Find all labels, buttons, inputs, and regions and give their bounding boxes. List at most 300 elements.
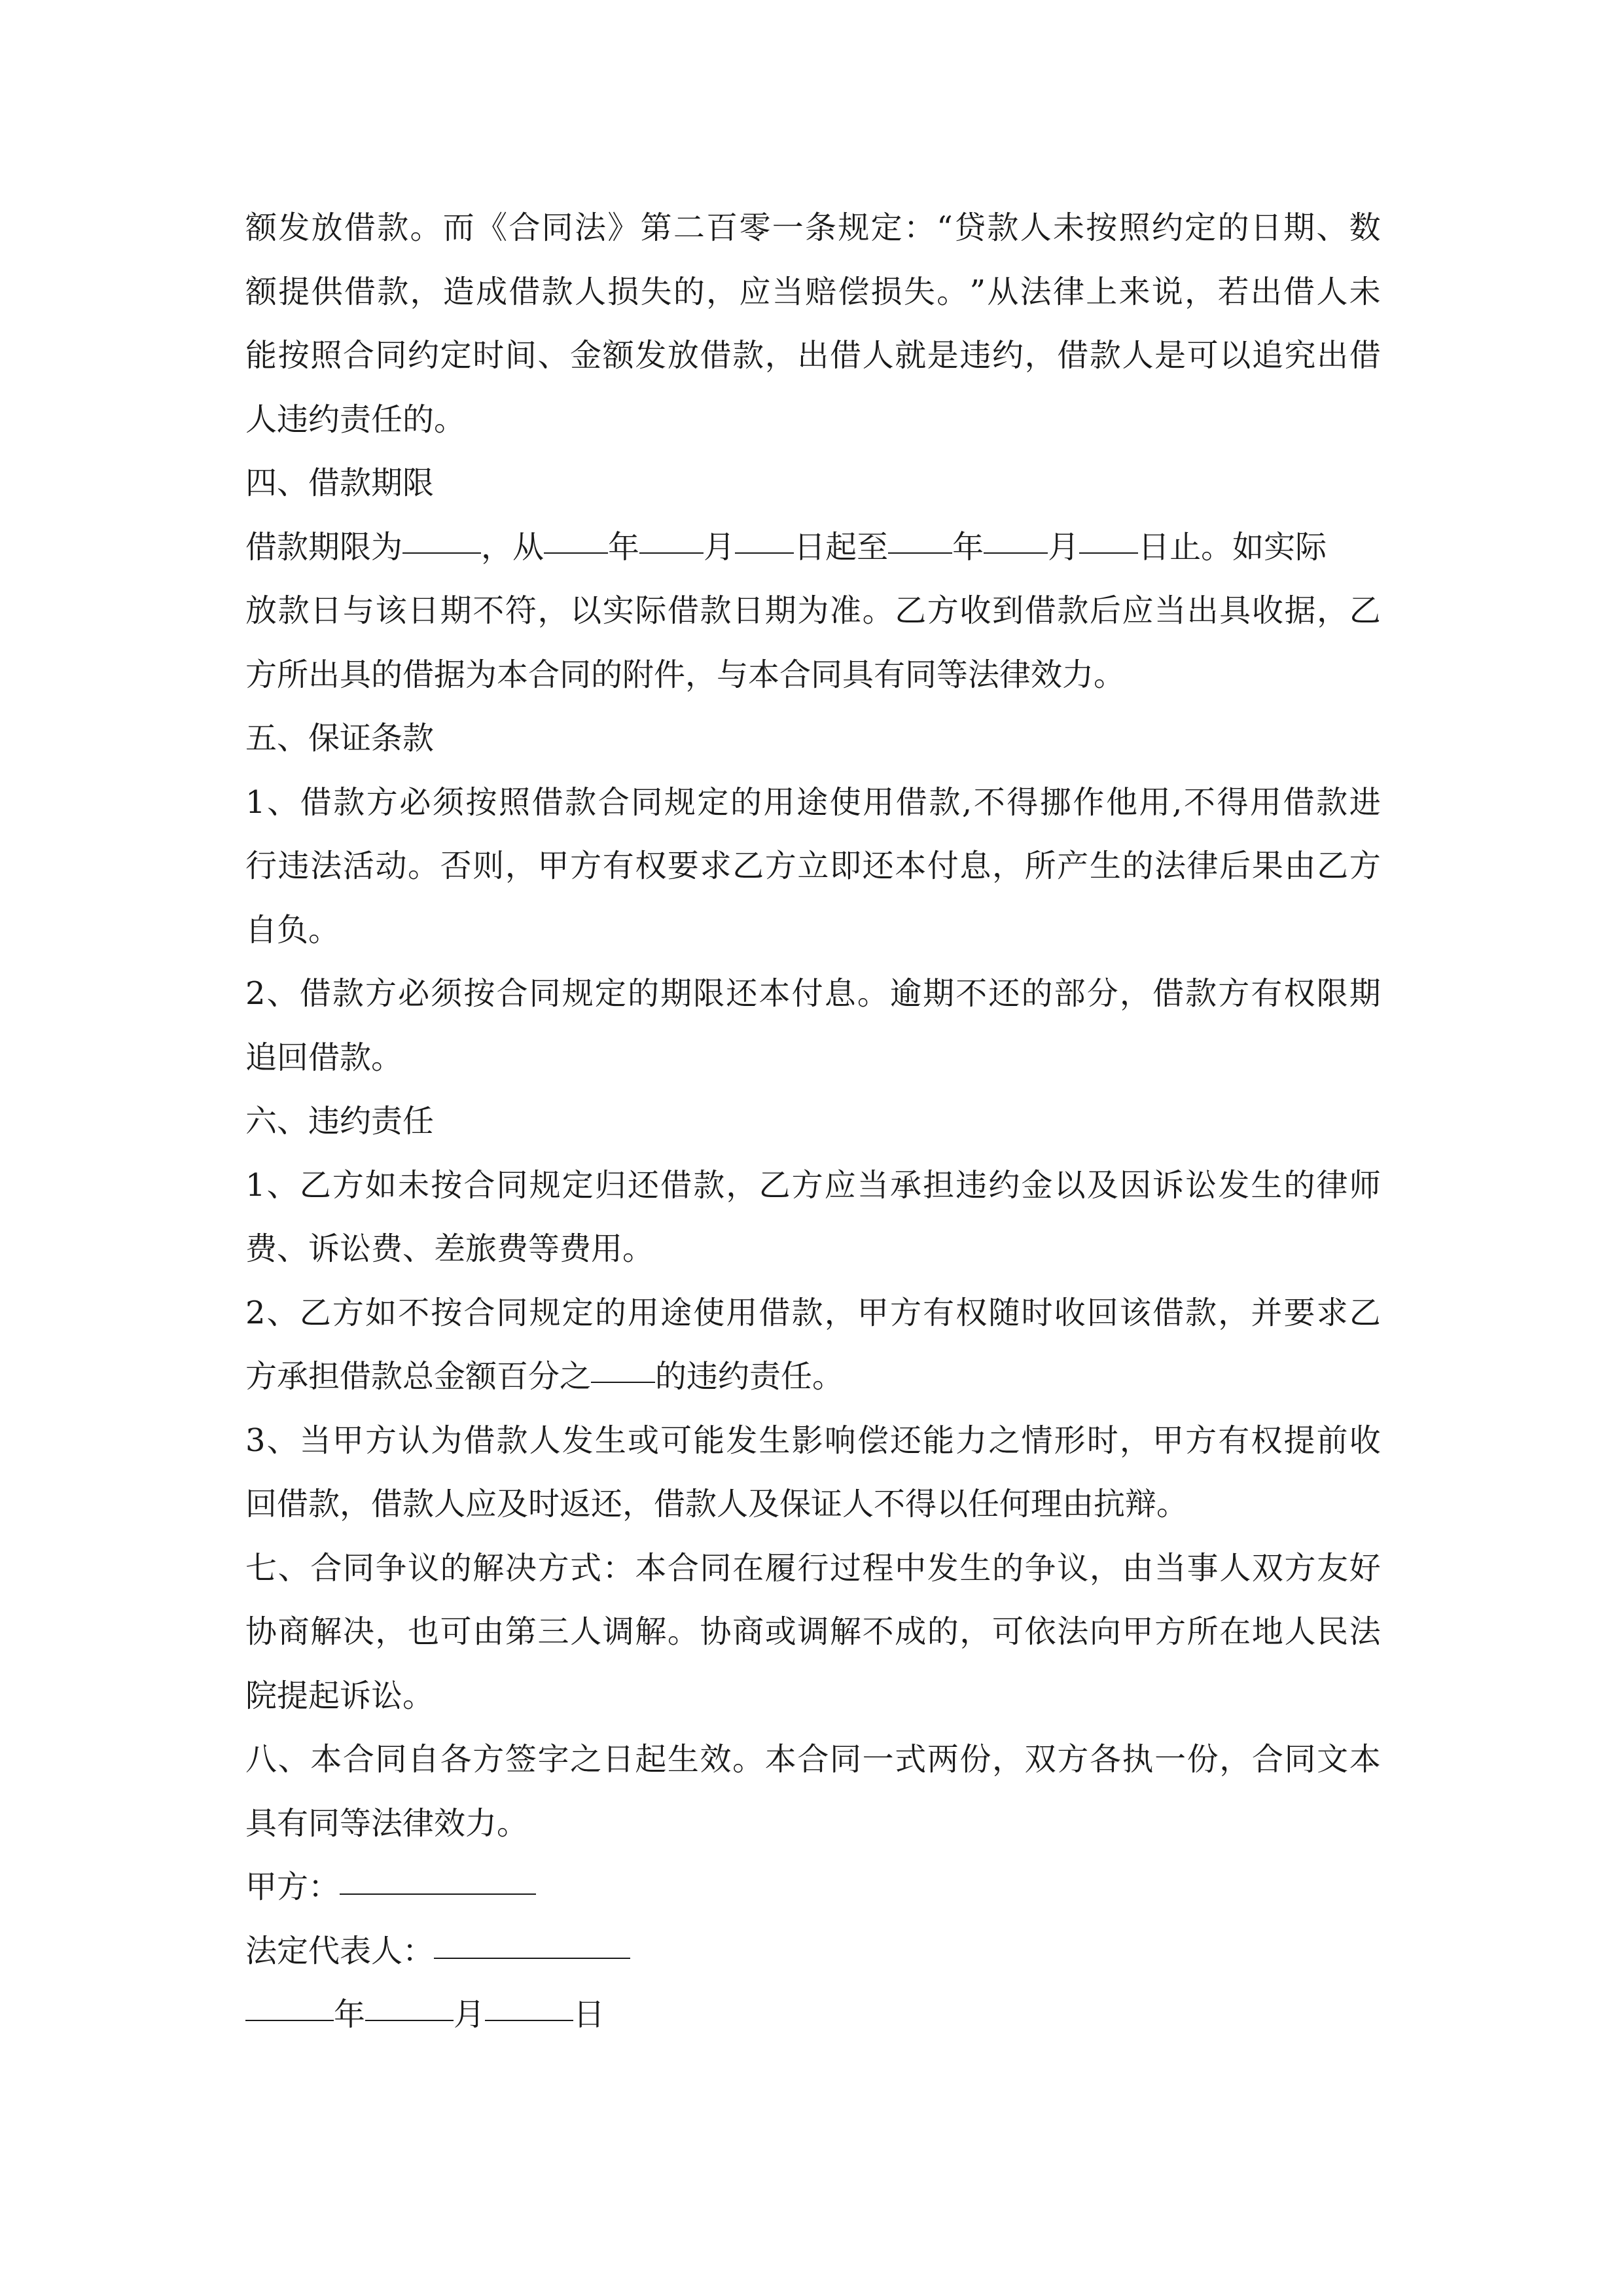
char: 双 (1251, 1549, 1283, 1587)
char: ， (1218, 1294, 1250, 1331)
char: 定 (440, 337, 472, 374)
char: 借 (344, 209, 376, 246)
char: ， (505, 848, 537, 884)
char: 能 (923, 1422, 955, 1459)
char: 在 (732, 1549, 764, 1587)
char: ， (992, 1741, 1024, 1778)
char: 3 (245, 1422, 266, 1459)
char: 发 (562, 1422, 594, 1459)
char: 2 (245, 975, 266, 1012)
char: 法 (1020, 273, 1052, 310)
char: , (961, 783, 972, 821)
char: 方 (365, 1422, 397, 1459)
line-text: 方所出具的借据为本合同的附件，与本合同具有同等法律效力。 (245, 656, 1126, 693)
char: 应 (739, 273, 771, 310)
char: 发 (726, 1422, 758, 1459)
char: 人 (570, 1613, 602, 1650)
char: 同 (342, 1549, 374, 1587)
char: 方 (1185, 1422, 1217, 1459)
char: ， (764, 337, 796, 374)
char: 1 (245, 1166, 266, 1204)
char: 2 (245, 1294, 266, 1331)
char: 来 (1118, 273, 1150, 310)
char: 还 (862, 848, 894, 884)
char: 借 (299, 975, 331, 1012)
char: 发 (1218, 1166, 1250, 1204)
char: 生 (758, 1422, 791, 1459)
paragraph-line (245, 1664, 1381, 1729)
char: 》 (607, 209, 639, 246)
char: 起 (635, 1741, 667, 1778)
char: 期 (764, 592, 796, 629)
char: 损 (870, 273, 902, 310)
term-text-8: 日止。如实际 (1138, 528, 1327, 565)
char: 规 (529, 1166, 561, 1204)
char: 息 (959, 848, 991, 884)
char: 时 (1086, 1422, 1118, 1459)
char: 在 (1219, 1613, 1251, 1650)
legal-rep-signature-line (245, 1920, 1381, 1984)
char: 不 (973, 783, 1005, 821)
char: 解 (473, 1549, 505, 1587)
char: 款 (541, 273, 573, 310)
line-text: 回借款，借款人应及时返还，借款人及保证人不得以任何理由抗辩。 (245, 1486, 1188, 1522)
char: 乙 (1349, 592, 1381, 629)
char: 有 (602, 848, 634, 884)
char: 方 (1057, 1741, 1089, 1778)
char: 履 (764, 1549, 796, 1587)
char: 随 (988, 1294, 1020, 1331)
char: 款 (333, 783, 365, 821)
char: 准 (829, 592, 861, 629)
char: 合 (496, 975, 528, 1012)
char: ： (602, 1549, 634, 1587)
char: 友 (1317, 1549, 1349, 1587)
heading-text: 六、违约责任 (245, 1103, 435, 1139)
sign-year-label: 年 (334, 1996, 366, 2033)
char: 不 (398, 1294, 430, 1331)
char: 期 (1349, 975, 1381, 1012)
char: 法 (1057, 1613, 1089, 1650)
char: 合 (342, 1741, 374, 1778)
char: 本 (895, 848, 927, 884)
char: 师 (1349, 1166, 1381, 1204)
signature-date-line (245, 1983, 1381, 2047)
char: 数 (1349, 209, 1381, 246)
char: 发 (927, 1549, 959, 1587)
char: 用 (1250, 783, 1282, 821)
char: 偿 (857, 1422, 889, 1459)
term-text-2: ，从 (481, 528, 544, 565)
char: ， (706, 273, 738, 310)
char: 生 (1251, 1166, 1283, 1204)
char: 收 (959, 592, 991, 629)
char: 同 (529, 975, 561, 1012)
section-heading (245, 452, 1381, 516)
char: 期 (923, 975, 955, 1012)
char: 借 (1152, 1294, 1185, 1331)
char: 同 (829, 1741, 861, 1778)
char: 定 (870, 209, 902, 246)
char: 款 (1057, 592, 1089, 629)
char: 际 (635, 592, 667, 629)
char: 追 (1251, 337, 1283, 374)
char: ， (1089, 1549, 1121, 1587)
char: 借 (829, 337, 861, 374)
char: 所 (1024, 848, 1056, 884)
char: 或 (764, 1613, 796, 1650)
char: 诉 (1152, 1166, 1185, 1204)
char: 同 (375, 1741, 407, 1778)
char: 赔 (805, 273, 837, 310)
char: 要 (1283, 1294, 1315, 1331)
char: 。 (408, 848, 440, 884)
char: 的 (440, 1549, 472, 1587)
char: 违 (955, 1166, 988, 1204)
char: 乙 (758, 1166, 791, 1204)
char: 之 (988, 1422, 1020, 1459)
char: 《 (476, 209, 508, 246)
char: 须 (431, 975, 463, 1012)
char: 期 (660, 975, 692, 1012)
char: 使 (829, 783, 861, 821)
char: 生 (594, 1422, 626, 1459)
char: 符 (505, 592, 537, 629)
char: 条 (805, 209, 837, 246)
char: 百 (706, 209, 738, 246)
char: 各 (440, 1741, 472, 1778)
char: 1 (245, 783, 266, 821)
char: 约 (408, 337, 440, 374)
char: 解 (310, 1613, 342, 1650)
char: 提 (278, 273, 310, 310)
line-text: 费、诉讼费、差旅费等费用。 (245, 1230, 654, 1267)
char: 响 (824, 1422, 856, 1459)
char: 款 (1089, 337, 1121, 374)
char: 出 (1250, 273, 1282, 310)
char: 权 (1251, 1422, 1283, 1459)
paragraph-line (245, 324, 1381, 388)
char: 因 (1119, 1166, 1151, 1204)
char: 的 (673, 273, 705, 310)
char: 该 (1119, 1294, 1151, 1331)
char: 乙 (299, 1294, 331, 1331)
char: 的 (927, 1613, 959, 1650)
char: 双 (1024, 1741, 1056, 1778)
char: 的 (1021, 975, 1053, 1012)
char: 本 (1349, 1741, 1381, 1778)
char: 款 (929, 783, 961, 821)
char: 额 (245, 273, 277, 310)
char: 字 (537, 1741, 569, 1778)
char: 款 (496, 1422, 528, 1459)
char: 为 (797, 592, 829, 629)
char: 同 (1284, 1741, 1316, 1778)
char: 规 (838, 209, 870, 246)
char: 出 (1186, 592, 1219, 629)
char: 各 (1089, 1741, 1121, 1778)
char: 到 (992, 592, 1024, 629)
char: 必 (399, 783, 431, 821)
line-text: 院提起诉讼。 (245, 1677, 435, 1714)
char: 款 (987, 209, 1019, 246)
char: ， (824, 1294, 856, 1331)
penalty-percent-blank (591, 1342, 655, 1383)
char: 能 (693, 1422, 725, 1459)
char: 不 (955, 975, 988, 1012)
char: 还 (726, 975, 758, 1012)
char: 照 (499, 783, 531, 821)
char: 与 (342, 592, 374, 629)
char: 一 (772, 209, 804, 246)
char: 否 (440, 848, 472, 884)
char: 息 (824, 975, 856, 1012)
char: 。 (732, 1741, 764, 1778)
char: 限 (1316, 975, 1348, 1012)
char: 款 (1185, 1294, 1217, 1331)
line-text: 具有同等法律效力。 (245, 1804, 529, 1842)
char: 途 (796, 783, 829, 821)
char: ， (1317, 592, 1349, 629)
char: 。 (862, 592, 894, 629)
char: 规 (529, 1294, 561, 1331)
paragraph-line (245, 771, 1381, 835)
char: 借 (344, 273, 376, 310)
char: 依 (1024, 1613, 1056, 1650)
start-month-blank (639, 513, 704, 554)
char: 期 (1283, 209, 1315, 246)
char: 当 (857, 1166, 889, 1204)
char: 后 (1219, 848, 1251, 884)
char: ， (992, 848, 1024, 884)
char: ， (375, 1613, 407, 1650)
party-a-signature-line (245, 1856, 1381, 1920)
char: 借 (1152, 975, 1185, 1012)
char: 生 (1089, 848, 1121, 884)
legal-rep-signature-blank (434, 1920, 630, 1959)
char: 说 (1151, 273, 1183, 310)
heading-text: 四、借款期限 (245, 465, 435, 501)
char: 第 (505, 1613, 537, 1650)
char: 乙 (732, 848, 764, 884)
char: “ (936, 209, 953, 246)
char: 不 (862, 1613, 894, 1650)
char: 得 (1007, 783, 1039, 821)
char: ， (1219, 1741, 1251, 1778)
char: 讼 (1185, 1166, 1217, 1204)
char: 由 (1284, 848, 1316, 884)
char: 。 (667, 1613, 699, 1650)
char: 有 (923, 1294, 955, 1331)
line-text: 自负。 (245, 911, 340, 948)
char: 调 (797, 1613, 829, 1650)
char: 本 (764, 1741, 796, 1778)
char: 人 (1284, 1613, 1316, 1650)
char: 得 (1217, 783, 1249, 821)
section-heading (245, 707, 1381, 771)
paragraph-line (245, 643, 1381, 708)
char: 必 (398, 975, 430, 1012)
paragraph-line (245, 1282, 1381, 1346)
char: 人 (1219, 1549, 1251, 1587)
char: 提 (1283, 1422, 1315, 1459)
paragraph-line (245, 579, 1381, 643)
char: 按 (1086, 209, 1118, 246)
char: 权 (955, 1294, 988, 1331)
char: 按 (277, 337, 310, 374)
char: 还 (890, 1422, 922, 1459)
char: 同 (496, 1294, 528, 1331)
term-text-6: 年 (952, 528, 984, 565)
penalty-text-2: 的违约责任。 (655, 1358, 844, 1395)
char: ， (1185, 273, 1217, 310)
char: 同 (541, 209, 573, 246)
paragraph-line (245, 1217, 1381, 1282)
char: 中 (895, 1549, 927, 1587)
char: 、 (266, 1166, 298, 1204)
char: 实 (602, 592, 634, 629)
char: 行 (797, 1549, 829, 1587)
paragraph-line (245, 260, 1381, 325)
char: 影 (791, 1422, 823, 1459)
char: 果 (1251, 848, 1283, 884)
char: 时 (473, 337, 505, 374)
char: 收 (1349, 1422, 1381, 1459)
char: 承 (890, 1166, 922, 1204)
char: 按 (465, 783, 497, 821)
char: 法 (310, 848, 342, 884)
char: 款 (377, 209, 409, 246)
char: 的 (992, 1549, 1024, 1587)
sign-day-label: 日 (573, 1996, 605, 2033)
char: 同 (700, 1549, 732, 1587)
char: ， (1119, 975, 1151, 1012)
char: 前 (1316, 1422, 1348, 1459)
char: 人 (1122, 337, 1154, 374)
char: 规 (664, 783, 696, 821)
char: 议 (408, 1549, 440, 1587)
char: 进 (1349, 783, 1381, 821)
sign-day-blank (485, 1981, 573, 2021)
char: 担 (923, 1166, 955, 1204)
party-a-label: 甲方： (245, 1869, 340, 1905)
char: 由 (473, 1613, 505, 1650)
term-text-1: 借款期限为 (245, 528, 403, 565)
char: 能 (245, 337, 277, 374)
char: 约 (988, 1166, 1020, 1204)
sign-month-label: 月 (454, 1996, 486, 2033)
section-heading (245, 1090, 1381, 1154)
char: 款 (1316, 783, 1348, 821)
char: 归 (594, 1166, 626, 1204)
penalty-line (245, 1345, 1381, 1409)
char: 法 (1349, 1613, 1381, 1650)
char: 照 (310, 337, 342, 374)
char: 应 (1122, 592, 1154, 629)
char: 用 (1139, 783, 1171, 821)
paragraph-line (245, 1537, 1381, 1601)
paragraph-line (245, 1154, 1381, 1218)
char: 日 (310, 592, 342, 629)
char: 当 (299, 1422, 331, 1459)
char: 究 (1284, 337, 1316, 374)
paragraph-line (245, 899, 1381, 963)
char: 出 (1317, 337, 1349, 374)
term-duration-blank (402, 513, 481, 554)
char: 上 (1086, 273, 1118, 310)
char: ， (1024, 337, 1056, 374)
paragraph-line (245, 1792, 1381, 1856)
char: ， (537, 592, 569, 629)
char: 后 (1089, 592, 1121, 629)
paragraph-line (245, 834, 1381, 899)
char: , (1172, 783, 1183, 821)
char: 失 (640, 273, 672, 310)
char: 即 (829, 848, 861, 884)
char: 有 (1218, 1422, 1250, 1459)
char: 还 (628, 1166, 660, 1204)
char: 、 (266, 975, 298, 1012)
char: 以 (570, 592, 602, 629)
char: ， (726, 1166, 758, 1204)
char: 及 (1086, 1166, 1118, 1204)
char: 合 (1251, 1741, 1283, 1778)
char: 人 (862, 337, 894, 374)
char: 日 (1250, 209, 1282, 246)
char: 他 (1105, 783, 1137, 821)
paragraph-line (245, 962, 1381, 1026)
char: 分 (1086, 975, 1118, 1012)
char: 款 (693, 1166, 725, 1204)
char: 额 (245, 209, 277, 246)
char: 从 (987, 273, 1019, 310)
char: 也 (408, 1613, 440, 1650)
char: 本 (310, 1741, 342, 1778)
char: 按 (431, 1294, 463, 1331)
char: 挪 (1039, 783, 1071, 821)
char: 部 (1054, 975, 1086, 1012)
char: 人 (529, 1422, 561, 1459)
char: 一 (862, 1741, 894, 1778)
char: 而 (442, 209, 474, 246)
char: 地 (1251, 1613, 1283, 1650)
char: 立 (797, 848, 829, 884)
char: 方 (365, 975, 397, 1012)
char: 活 (342, 848, 374, 884)
char: 收 (1251, 592, 1283, 629)
char: 可 (440, 1613, 472, 1650)
char: 。 (410, 209, 442, 246)
line-text: 人违约责任的。 (245, 401, 466, 438)
char: 权 (635, 848, 667, 884)
char: 合 (597, 783, 630, 821)
char: 借 (758, 1294, 791, 1331)
char: 借 (300, 783, 332, 821)
char: 借 (1283, 273, 1315, 310)
char: 乙 (299, 1166, 331, 1204)
char: 议 (1057, 1549, 1089, 1587)
char: 发 (278, 209, 310, 246)
char: 的 (730, 783, 762, 821)
char: 乙 (1349, 1294, 1381, 1331)
char: 据 (1284, 592, 1316, 629)
char: 时 (1021, 1294, 1053, 1331)
loan-term-line (245, 516, 1381, 580)
char: ， (410, 273, 442, 310)
char: 民 (1317, 1613, 1349, 1650)
char: 第 (640, 209, 672, 246)
paragraph-line (245, 196, 1381, 260)
